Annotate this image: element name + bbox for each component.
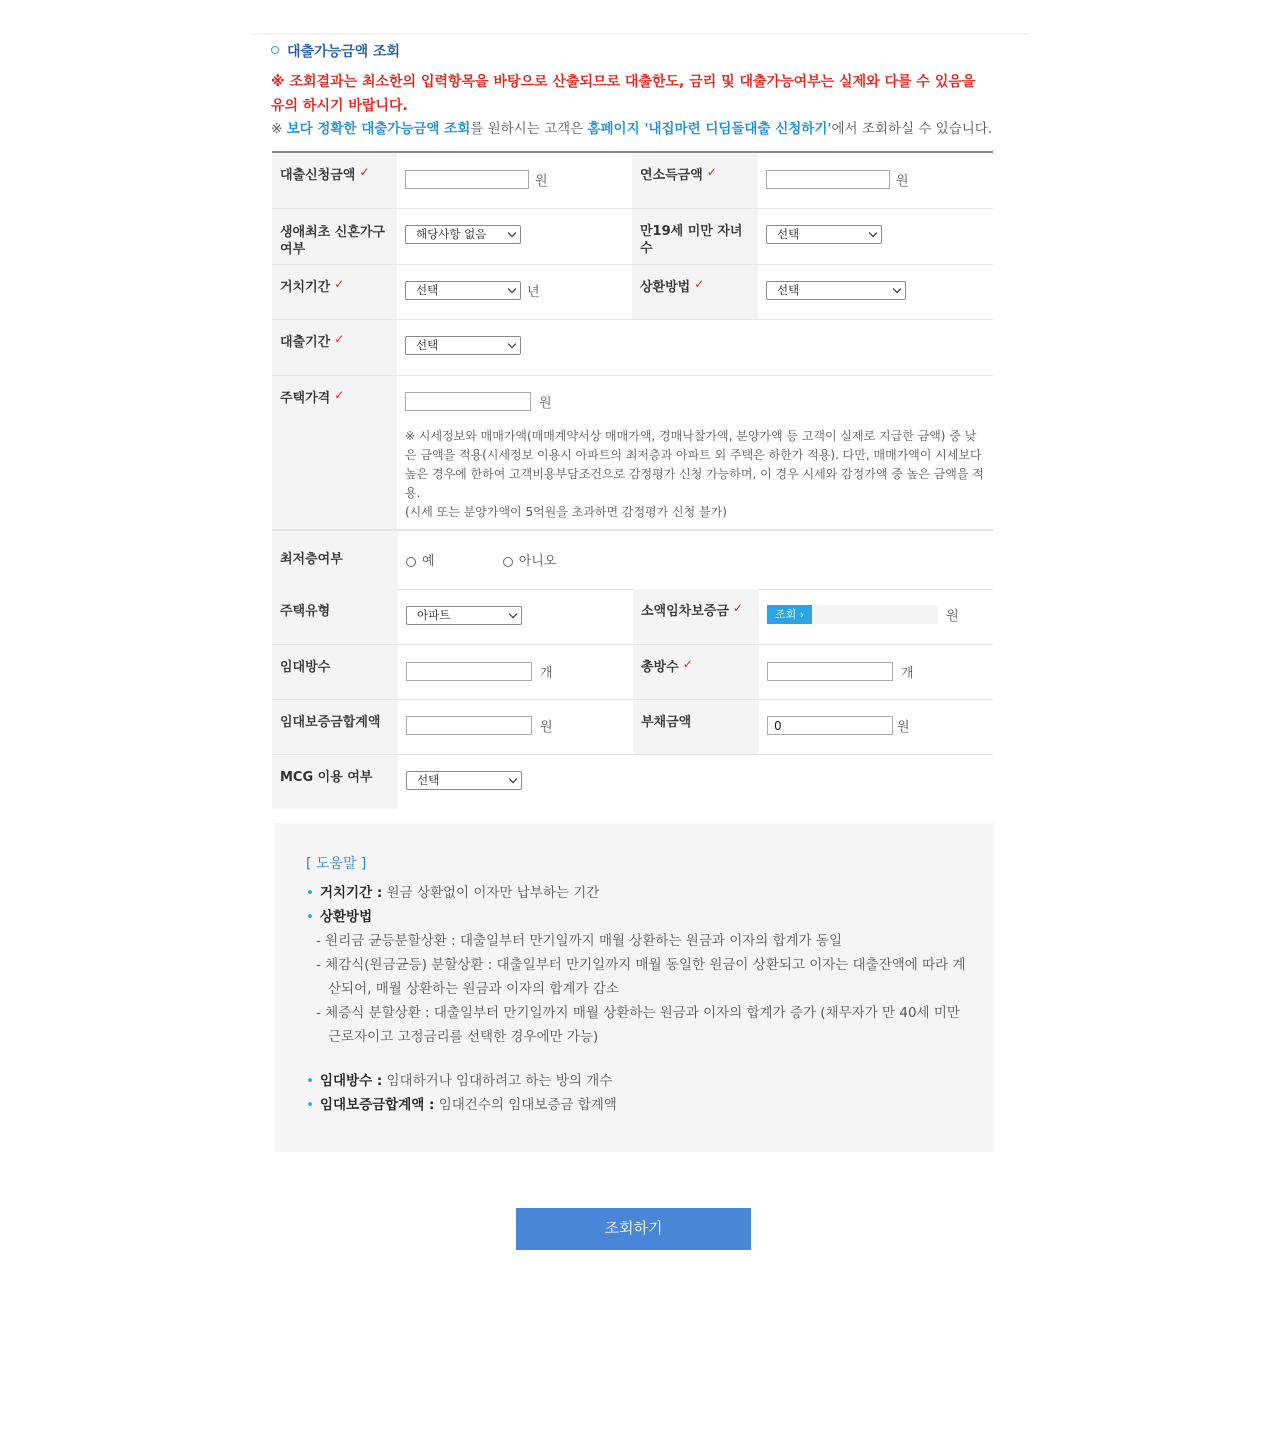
form-row bbox=[272, 530, 993, 590]
form-row: 거치기간 ✓ 선택 년 상환방법 ✓ 선택 bbox=[272, 265, 993, 320]
notice-info: ※ 보다 정확한 대출가능금액 조회를 원하시는 고객은 홈페이지 '내집마련 디딤돌대출 신청하기'에서 조회하실 수 있습니다. bbox=[271, 121, 993, 137]
chevron-down-icon bbox=[869, 229, 877, 237]
required-check-icon: ✓ bbox=[706, 165, 717, 179]
mcg-label: MCG 이용 여부 bbox=[272, 755, 398, 809]
small-deposit-value bbox=[812, 605, 938, 624]
required-check-icon: ✓ bbox=[732, 601, 743, 615]
help-title: [ 도움말 ] bbox=[306, 856, 367, 872]
required-check-icon: ✓ bbox=[359, 165, 370, 179]
form-row: 주택유형 아파트 소액임차보증금 ✓ 조회 › 원 bbox=[272, 589, 993, 645]
newlywed-select[interactable]: 해당사항 없음 bbox=[405, 225, 521, 244]
loan-period-select[interactable]: 선택 bbox=[405, 336, 521, 355]
form-row: 대출신청금액 ✓ 원 연소득금액 ✓ 원 bbox=[272, 153, 993, 209]
small-deposit-label: 소액임차보증금 ✓ bbox=[633, 589, 759, 644]
radio-icon[interactable] bbox=[503, 557, 513, 567]
required-check-icon: ✓ bbox=[682, 657, 693, 671]
chevron-down-icon bbox=[508, 229, 516, 237]
debt-label: 부채금액 bbox=[633, 700, 759, 754]
house-type-label: 주택유형 bbox=[272, 589, 398, 644]
required-check-icon: ✓ bbox=[334, 332, 345, 346]
required-check-icon: ✓ bbox=[334, 277, 345, 291]
lowest-floor-label: 최저층여부 bbox=[272, 531, 398, 589]
lowest-floor-yes[interactable]: 예 bbox=[406, 554, 435, 569]
rent-deposit-total-label: 임대보증금합계액 bbox=[272, 700, 398, 754]
repayment-select[interactable]: 선택 bbox=[766, 281, 906, 300]
form-row: 임대방수 개 총방수 ✓ 개 bbox=[272, 645, 993, 700]
form-row: 임대보증금합계액 원 부채금액 0 원 bbox=[272, 700, 993, 755]
total-rooms-input[interactable] bbox=[767, 662, 893, 681]
form-row bbox=[272, 209, 993, 265]
radio-icon[interactable] bbox=[406, 557, 416, 567]
chevron-down-icon bbox=[508, 340, 516, 348]
rent-rooms-input[interactable] bbox=[406, 662, 532, 681]
loan-form bbox=[272, 151, 993, 809]
form-row bbox=[272, 320, 993, 376]
loan-amount-input[interactable] bbox=[405, 170, 529, 189]
required-check-icon: ✓ bbox=[334, 388, 345, 402]
loan-period-label: 대출기간 ✓ bbox=[272, 320, 397, 375]
help-box bbox=[274, 823, 994, 1152]
lowest-floor-no[interactable]: 아니오 bbox=[503, 554, 557, 569]
top-divider bbox=[250, 33, 1028, 35]
rent-deposit-total-input[interactable] bbox=[406, 716, 532, 735]
house-type-select[interactable]: 아파트 bbox=[406, 606, 522, 625]
grace-period-label: 거치기간 ✓ bbox=[272, 265, 397, 319]
house-price-label: 주택가격 ✓ bbox=[272, 376, 397, 529]
debt-input[interactable]: 0 bbox=[767, 716, 893, 735]
homepage-link[interactable]: 홈페이지 '내집마련 디딤돌대출 신청하기' bbox=[587, 121, 832, 137]
form-row: 주택가격 ✓ 원 ※ 시세정보와 매매가액(매매계약서상 매매가액, 경매낙찰가액, 분양가액 등 고객이 실제로 지급한 금액) 중 낮은 금액을 적용(시세정보 이용시 아파트의 최저층과 아파트 외 주택은 하한가 적용). 다만, 매매가액이 시세보다 높은 경우에 한하여 고객비용부담조건으로 감정평가 신청 가능하며, 이 경우 시세와 감정가액 중 높은 금액을 적용. (시세 또는 분양가액이 5억원을 초과하면 감정평가 신청 불가) bbox=[272, 376, 993, 530]
rent-rooms-label: 임대방수 bbox=[272, 645, 398, 699]
chevron-down-icon bbox=[893, 285, 901, 293]
loan-amount-label: 대출신청금액 ✓ bbox=[272, 153, 397, 208]
required-check-icon: ✓ bbox=[694, 277, 705, 291]
chevron-down-icon bbox=[509, 775, 517, 783]
grace-period-select[interactable]: 선택 bbox=[405, 281, 521, 300]
section-title: 대출가능금액 조회 bbox=[271, 41, 400, 61]
help-body: • 거치기간 : 원금 상환없이 이자만 납부하는 기간 • 상환방법 - 원리금 균등분할상환 : 대출일부터 만기일까지 매월 상환하는 원금과 이자의 합계가 동일 - 체감식(원금균등) 분할상환 : 대출일부터 만기일까지 매월 동일한 원금이 상환되고 이자는 대출잔액에 따라 계 산되어, 매월 상환하는 원금과 이자의 합계가 감소 - 체증식 분할상환 : 대출일부터 만기일까지 매월 상환하는 원금과 이자의 합계가 증가 (채무자가 만 40세 미만 근로자이고 고정금리를 선택한 경우에만 가능) • 임대방수 : 임대하거나 임대하려고 하는 방의 개수 • 임대보증금합계액 : 임대건수의 임대보증금 합계액 bbox=[306, 885, 966, 1113]
children-label: 만19세 미만 자녀수 bbox=[632, 209, 758, 264]
chevron-down-icon bbox=[509, 610, 517, 618]
mcg-select[interactable]: 선택 bbox=[406, 771, 522, 790]
form-row bbox=[272, 755, 993, 809]
total-rooms-label: 총방수 ✓ bbox=[633, 645, 759, 699]
newlywed-label: 생애최초 신혼가구 여부 bbox=[272, 209, 397, 264]
small-deposit-inquiry-button[interactable]: 조회 › bbox=[767, 605, 812, 624]
children-select[interactable]: 선택 bbox=[766, 225, 882, 244]
house-price-input[interactable] bbox=[405, 392, 531, 411]
annual-income-input[interactable] bbox=[766, 170, 890, 189]
chevron-down-icon bbox=[508, 285, 516, 293]
house-price-note: ※ 시세정보와 매매가액(매매계약서상 매매가액, 경매낙찰가액, 분양가액 등 고객이 실제로 지급한 금액) 중 낮은 금액을 적용(시세정보 이용시 아파트의 최저층과 아파트 외 주택은 하한가 적용). 다만, 매매가액이 시세보다 높은 경우에 한하여 고객비용부담조건으로 감정평가 신청 가능하며, 이 경우 시세와 감정가액 중 높은 금액을 적용. (시세 또는 분양가액이 5억원을 초과하면 감정평가 신청 불가) bbox=[405, 429, 984, 519]
annual-income-label: 연소득금액 ✓ bbox=[632, 153, 758, 208]
inquiry-submit-button[interactable]: 조회하기 bbox=[516, 1208, 751, 1250]
repayment-label: 상환방법 ✓ bbox=[632, 265, 758, 319]
bullet-circle-icon bbox=[271, 46, 279, 54]
notice-warning: ※ 조회결과는 최소한의 입력항목을 바탕으로 산출되므로 대출한도, 금리 및 대출가능여부는 실제와 다를 수 있음을 유의 하시기 바랍니다. bbox=[271, 74, 976, 114]
